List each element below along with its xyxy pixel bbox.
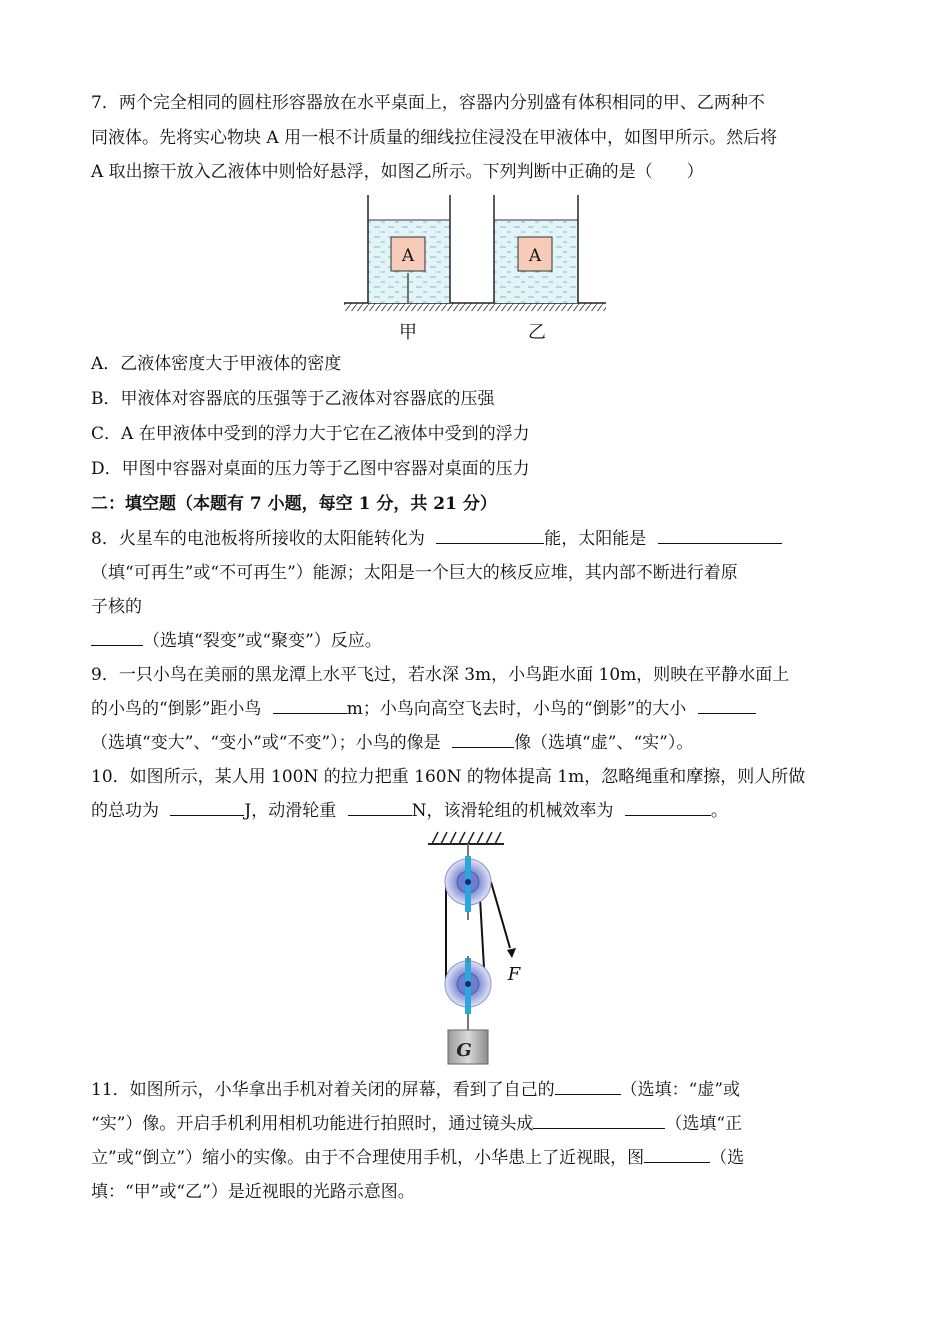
figure-label-yi: 乙 (528, 322, 546, 343)
q9-text-3b: 像（选填“虚”、“实”）。 (514, 733, 694, 753)
q11-text-1a: 11．如图所示，小华拿出手机对着关闭的屏幕，看到了自己的 (91, 1080, 555, 1100)
rope-middle (480, 898, 484, 968)
q11-line-1 (91, 1078, 740, 1102)
q11-blank-3 (644, 1146, 710, 1163)
q11-blank-1 (555, 1078, 621, 1095)
force-arrow-head (507, 948, 516, 958)
movable-pulley (445, 956, 491, 1030)
q7-option-a: A．乙液体密度大于甲液体的密度 (91, 354, 342, 374)
q11-line-3 (91, 1146, 744, 1170)
q8-blank-1 (436, 527, 544, 544)
q7-containers-figure (344, 193, 606, 343)
q7-text-line-3: A 取出擦干放入乙液体中则恰好悬浮，如图乙所示。下列判断中正确的是（ ） (91, 162, 704, 182)
q8-line-2: （填“可再生”或“不可再生”）能源；太阳是一个巨大的核反应堆，其内部不断进行着原 (91, 563, 738, 583)
q8-line-3: 子核的 (91, 597, 142, 617)
q8-line-4 (91, 629, 382, 653)
q7-option-b: B．甲液体对容器底的压强等于乙液体对容器底的压强 (91, 389, 495, 409)
figure-label-jia: 甲 (399, 322, 417, 343)
q7-option-c: C．A 在甲液体中受到的浮力大于它在乙液体中受到的浮力 (91, 424, 530, 444)
block-a-left-label: A (401, 246, 415, 266)
q10-text-2a: 的总功为 (91, 801, 159, 821)
q10-line-2 (91, 799, 728, 823)
q11-text-3b: （选 (710, 1148, 745, 1168)
q8-blank-2 (658, 527, 782, 544)
q11-text-1b: （选填：“虚”或 (620, 1080, 741, 1100)
q8-line-1 (91, 527, 782, 551)
q8-blank-3 (91, 629, 143, 646)
table-hatch (344, 303, 606, 311)
q9-line-1: 9．一只小鸟在美丽的黑龙潭上水平飞过，若水深 3m，小鸟距水面 10m，则映在平静水面上 (91, 665, 790, 685)
section-2-heading: 二：填空题（本题有 7 小题，每空 1 分，共 21 分） (91, 494, 497, 514)
q10-blank-2 (348, 799, 412, 816)
q9-blank-2 (698, 697, 756, 714)
q10-line-1: 10．如图所示，某人用 100N 的拉力把重 160N 的物体提高 1m，忽略绳重和摩擦，则人所做 (91, 767, 806, 787)
q8-text-4: （选填“裂变”或“聚变”）反应。 (143, 631, 382, 651)
block-a-right-label: A (528, 246, 542, 266)
q9-blank-1 (273, 697, 347, 714)
q11-line-4: 填：“甲”或“乙”）是近视眼的光路示意图。 (91, 1182, 415, 1202)
q11-line-2 (91, 1112, 742, 1136)
q9-line-3 (91, 731, 693, 755)
weight-label: G (456, 1040, 472, 1061)
q7-text-line-2: 同液体。先将实心物块 A 用一根不计质量的细线拉住浸没在甲液体中，如图甲所示。然后将 (91, 128, 778, 148)
q7-text-line-1: 7．两个完全相同的圆柱形容器放在水平桌面上，容器内分别盛有体积相同的甲、乙两种不 (91, 93, 765, 113)
q7-option-d: D．甲图中容器对桌面的压力等于乙图中容器对桌面的压力 (91, 459, 530, 479)
q10-text-2c: N，该滑轮组的机械效率为 (411, 801, 614, 821)
q10-blank-1 (170, 799, 244, 816)
q10-text-2d: 。 (710, 801, 728, 821)
q9-line-2 (91, 697, 756, 721)
q8-text-1b: 能，太阳能是 (544, 529, 647, 549)
q10-pulley-figure (420, 826, 540, 1068)
q9-blank-3 (452, 731, 514, 748)
ceiling-support (428, 832, 504, 844)
force-label: F (507, 964, 521, 985)
q8-text-1a: 8．火星车的电池板将所接收的太阳能转化为 (91, 529, 425, 549)
fixed-pulley (445, 856, 491, 920)
q11-blank-2 (533, 1112, 665, 1129)
q10-blank-3 (625, 799, 711, 816)
q9-text-2b: m；小鸟向高空飞去时，小鸟的“倒影”的大小 (346, 699, 687, 719)
rope-pull (491, 882, 510, 948)
q9-text-3a: （选填“变大”、“变小”或“不变”）；小鸟的像是 (91, 733, 441, 753)
q11-text-2b: （选填“正 (665, 1114, 743, 1134)
q11-text-3a: 立”或“倒立”）缩小的实像。由于不合理使用手机，小华患上了近视眼，图 (91, 1148, 645, 1168)
q11-text-2a: “实”）像。开启手机利用相机功能进行拍照时，通过镜头成 (91, 1114, 534, 1134)
q9-text-2a: 的小鸟的“倒影”距小鸟 (91, 699, 262, 719)
q10-text-2b: J，动滑轮重 (244, 801, 337, 821)
